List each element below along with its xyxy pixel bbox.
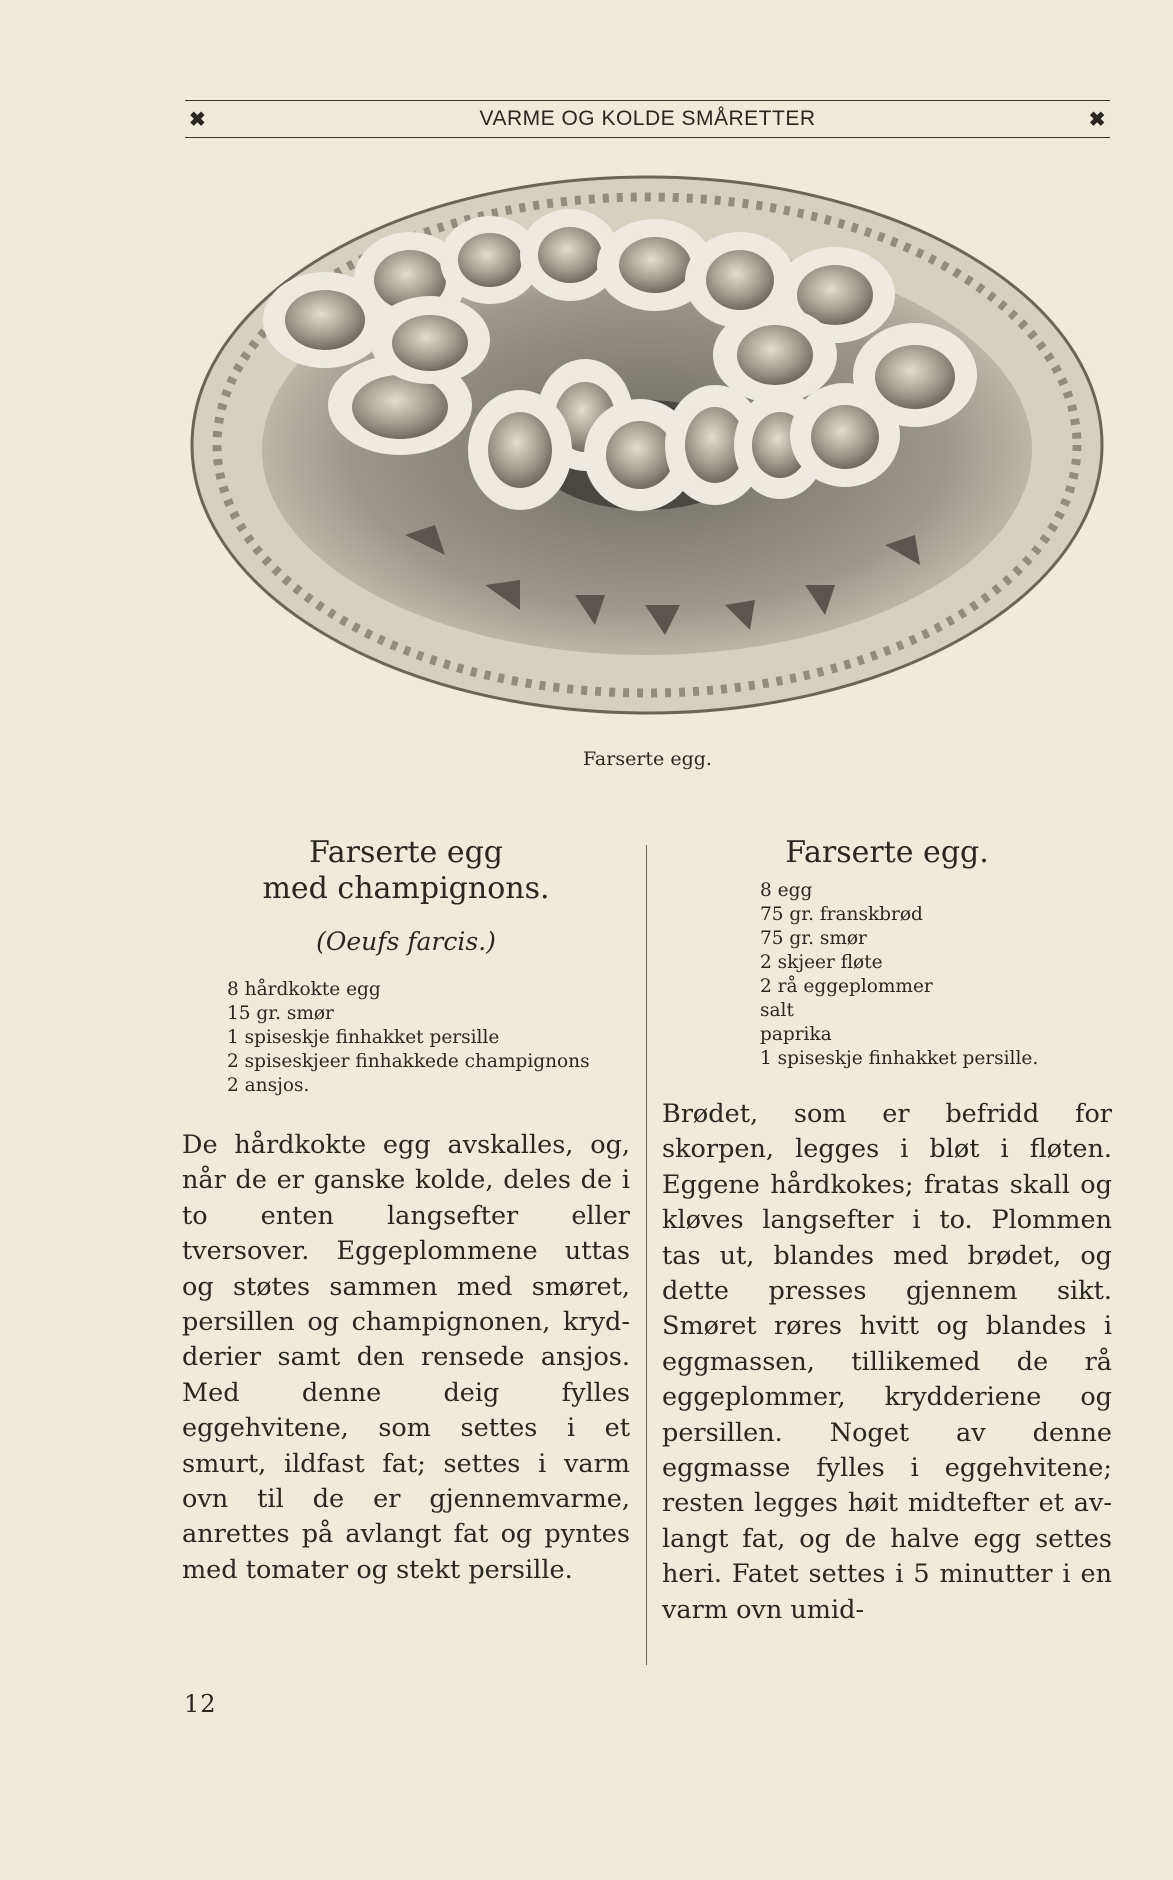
right-ingredient-list [760, 879, 1112, 1071]
egg-half [468, 390, 572, 510]
left-recipe [182, 835, 630, 1588]
ingredient-item: 2 spiseskjeer finhakkede champignons [227, 1051, 590, 1072]
ingredient-item: 75 gr. franskbrød [760, 904, 923, 925]
right-recipe-instructions: Brødet, som er befridd for skorpen, legges i bløt i fløten. Eggene hårdkokes; fratas skall og kløves langsefter i to. Plommen tas ut, blandes med brødet, og dette presses gjennem sikt. Smøret røres hvitt og blandes i eggmassen, tillikemed de rå eggeplommer, krydderiene og persillen. Noget av denne eggmasse fylles i eggehvitene; resten legges høit midtefter et avlangt fat, og de halve egg settes heri. Fatet settes i 5 minutter i en varm ovn umid- [662, 1099, 1112, 1625]
running-header-title: VARME OG KOLDE SMÅRETTER [479, 107, 816, 130]
page-number: 12 [184, 1690, 217, 1718]
ingredient-item: 1 spiseskje finhakket persille [227, 1027, 500, 1048]
egg-half [713, 307, 837, 403]
ingredient-item: 2 ansjos. [227, 1075, 310, 1096]
ingredient-item: salt [760, 1000, 794, 1021]
ingredient-item: 2 rå eggeplommer [760, 976, 933, 997]
left-recipe-title-line2: med champignons. [262, 871, 550, 906]
egg-half [263, 272, 387, 368]
left-recipe-title [182, 835, 630, 907]
left-recipe-subtitle: (Oeufs farcis.) [316, 927, 496, 956]
ingredient-item: 1 spiseskje finhakket persille. [760, 1048, 1039, 1069]
ingredient-item: paprika [760, 1024, 832, 1045]
platter-photo [185, 165, 1110, 725]
ingredient-item: 2 skjeer fløte [760, 952, 883, 973]
header-left-ornament: ✖ [189, 108, 207, 131]
ingredient-item: 75 gr. smør [760, 928, 867, 949]
ingredient-item: 8 egg [760, 880, 813, 901]
ingredient-item: 8 hårdkokte egg [227, 979, 381, 1000]
right-recipe-title: Farserte egg. [785, 835, 989, 870]
running-header [185, 100, 1110, 138]
egg-half [853, 323, 977, 427]
column-divider [646, 845, 647, 1665]
header-right-ornament: ✖ [1088, 108, 1106, 131]
left-ingredient-list [227, 978, 630, 1098]
photo-caption: Farserte egg. [583, 748, 712, 770]
ingredient-item: 15 gr. smør [227, 1003, 334, 1024]
right-recipe [662, 835, 1112, 1628]
egg-half [370, 296, 490, 384]
left-recipe-instructions: De hårdkokte egg avskalles, og, når de er ganske kolde, deles de i to enten langsefter eller tversover. Eggeplommene uttas og støtes sammen med smøret, persillen og champignonen, krydderier samt den rensede ansjos. Med denne deig fylles eggehvitene, som settes i et smurt, ildfast fat; settes i varm ovn til de er gjennemvarme, anrettes på avlangt fat og pyntes med tomater og stekt persille. [182, 1130, 630, 1585]
left-recipe-title-line1: Farserte egg [308, 835, 503, 870]
